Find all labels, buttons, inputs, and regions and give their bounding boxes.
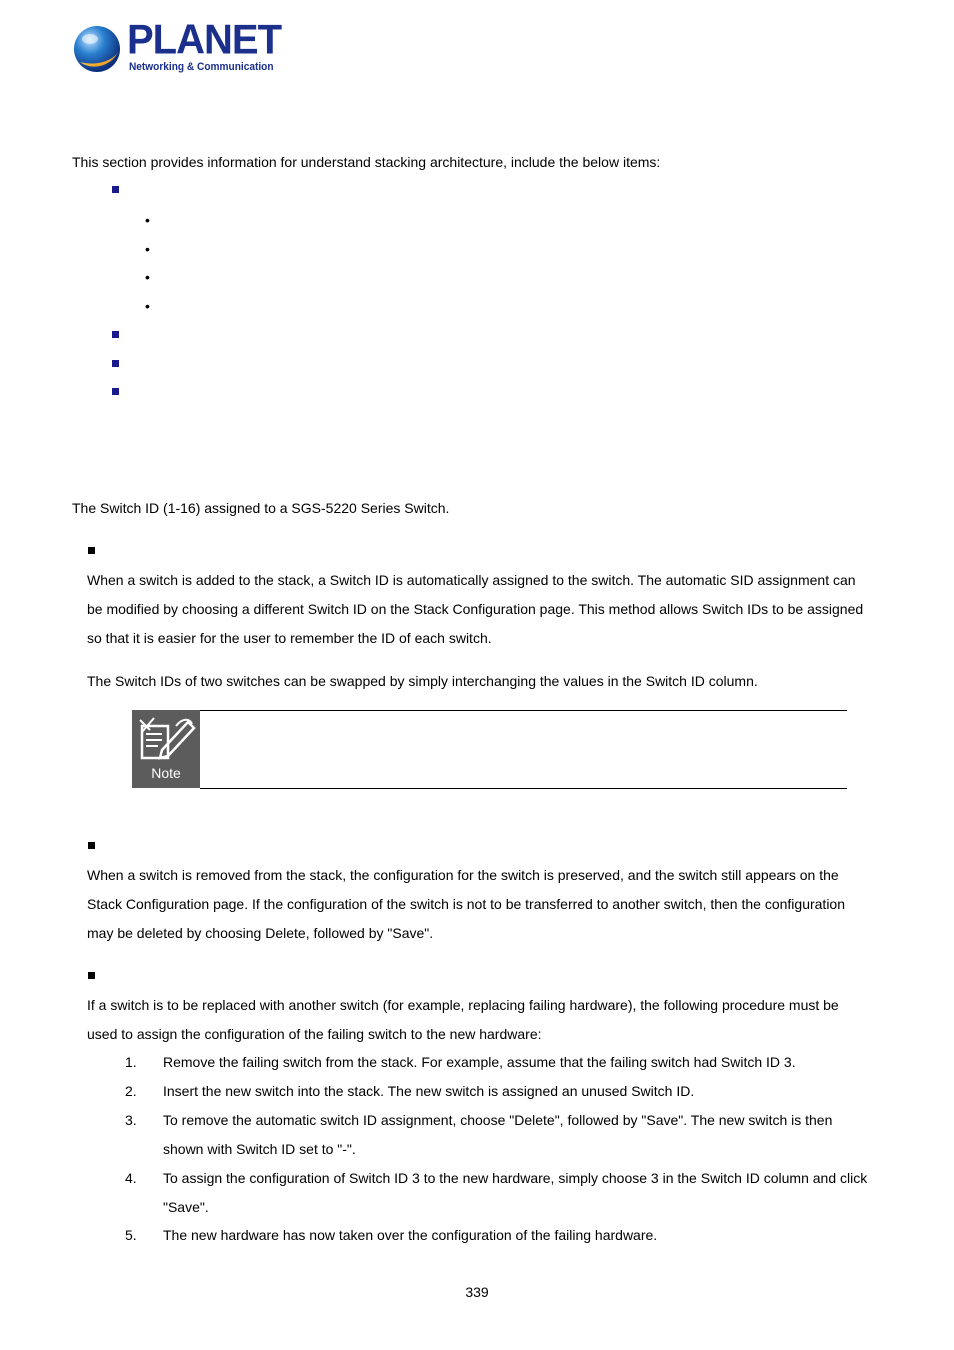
paragraph-line: If a switch is to be replaced with another switch (for example, replacing failing hardware), the following procedure must be	[87, 997, 839, 1013]
bullet-dot: •	[145, 241, 150, 257]
bullet-square	[112, 331, 119, 338]
bullet-dot: •	[145, 269, 150, 285]
bullet-square	[112, 388, 119, 395]
brand-tagline: Networking & Communication	[129, 61, 274, 73]
paragraph-line: Stack Configuration page. If the configuration of the switch is not to be transferred to another switch, then the configuration	[87, 896, 846, 912]
bullet-square	[112, 360, 119, 367]
note-pen-icon	[132, 710, 200, 766]
note-label: Note	[151, 765, 181, 781]
step-text: Remove the failing switch from the stack. For example, assume that the failing switch had Switch ID 3.	[163, 1054, 796, 1070]
step-text: "Save".	[163, 1199, 209, 1215]
step-number: 3.	[125, 1112, 137, 1128]
section-bullet	[88, 842, 95, 849]
paragraph-line: When a switch is added to the stack, a Switch ID is automatically assigned to the switch. The automatic SID assignment can	[87, 572, 856, 588]
section-bullet	[88, 547, 95, 554]
bullet-dot: •	[145, 298, 150, 314]
section-bullet	[88, 972, 95, 979]
note-bottom-rule	[200, 788, 847, 789]
step-number: 2.	[125, 1083, 137, 1099]
globe-icon	[72, 24, 122, 74]
intro-text: This section provides information for understand stacking architecture, include the below items:	[72, 154, 661, 170]
planet-logo	[72, 16, 281, 78]
bullet-square	[112, 186, 119, 193]
step-text: shown with Switch ID set to "-".	[163, 1141, 356, 1157]
note-box	[132, 710, 200, 788]
step-text: To assign the configuration of Switch ID 3 to the new hardware, simply choose 3 in the Switch ID column and click	[163, 1170, 868, 1186]
step-number: 5.	[125, 1227, 137, 1243]
paragraph-line: so that it is easier for the user to remember the ID of each switch.	[87, 630, 492, 646]
step-number: 4.	[125, 1170, 137, 1186]
paragraph-line: When a switch is removed from the stack, the configuration for the switch is preserved, and the switch still appears on the	[87, 867, 839, 883]
page-number: 339	[465, 1284, 489, 1300]
step-text: To remove the automatic switch ID assignment, choose "Delete", followed by "Save". The new switch is then	[163, 1112, 833, 1128]
paragraph-line: used to assign the configuration of the failing switch to the new hardware:	[87, 1026, 542, 1042]
remove-switch-paragraph	[87, 861, 897, 948]
paragraph-line: may be deleted by choosing Delete, followed by "Save".	[87, 925, 434, 941]
note-top-rule	[200, 710, 847, 711]
bullet-dot: •	[145, 212, 150, 228]
brand-name: PLANET	[127, 16, 281, 64]
step-number: 1.	[125, 1054, 137, 1070]
step-text: Insert the new switch into the stack. The new switch is assigned an unused Switch ID.	[163, 1083, 695, 1099]
swap-text: The Switch IDs of two switches can be swapped by simply interchanging the values in the Switch ID column.	[87, 673, 758, 689]
step-text: The new hardware has now taken over the configuration of the failing hardware.	[163, 1227, 658, 1243]
switch-id-description: The Switch ID (1-16) assigned to a SGS-5220 Series Switch.	[72, 500, 450, 516]
replace-switch-paragraph	[87, 991, 897, 1049]
add-switch-paragraph	[87, 566, 897, 653]
paragraph-line: be modified by choosing a different Switch ID on the Stack Configuration page. This method allows Switch IDs to be assigned	[87, 601, 864, 617]
